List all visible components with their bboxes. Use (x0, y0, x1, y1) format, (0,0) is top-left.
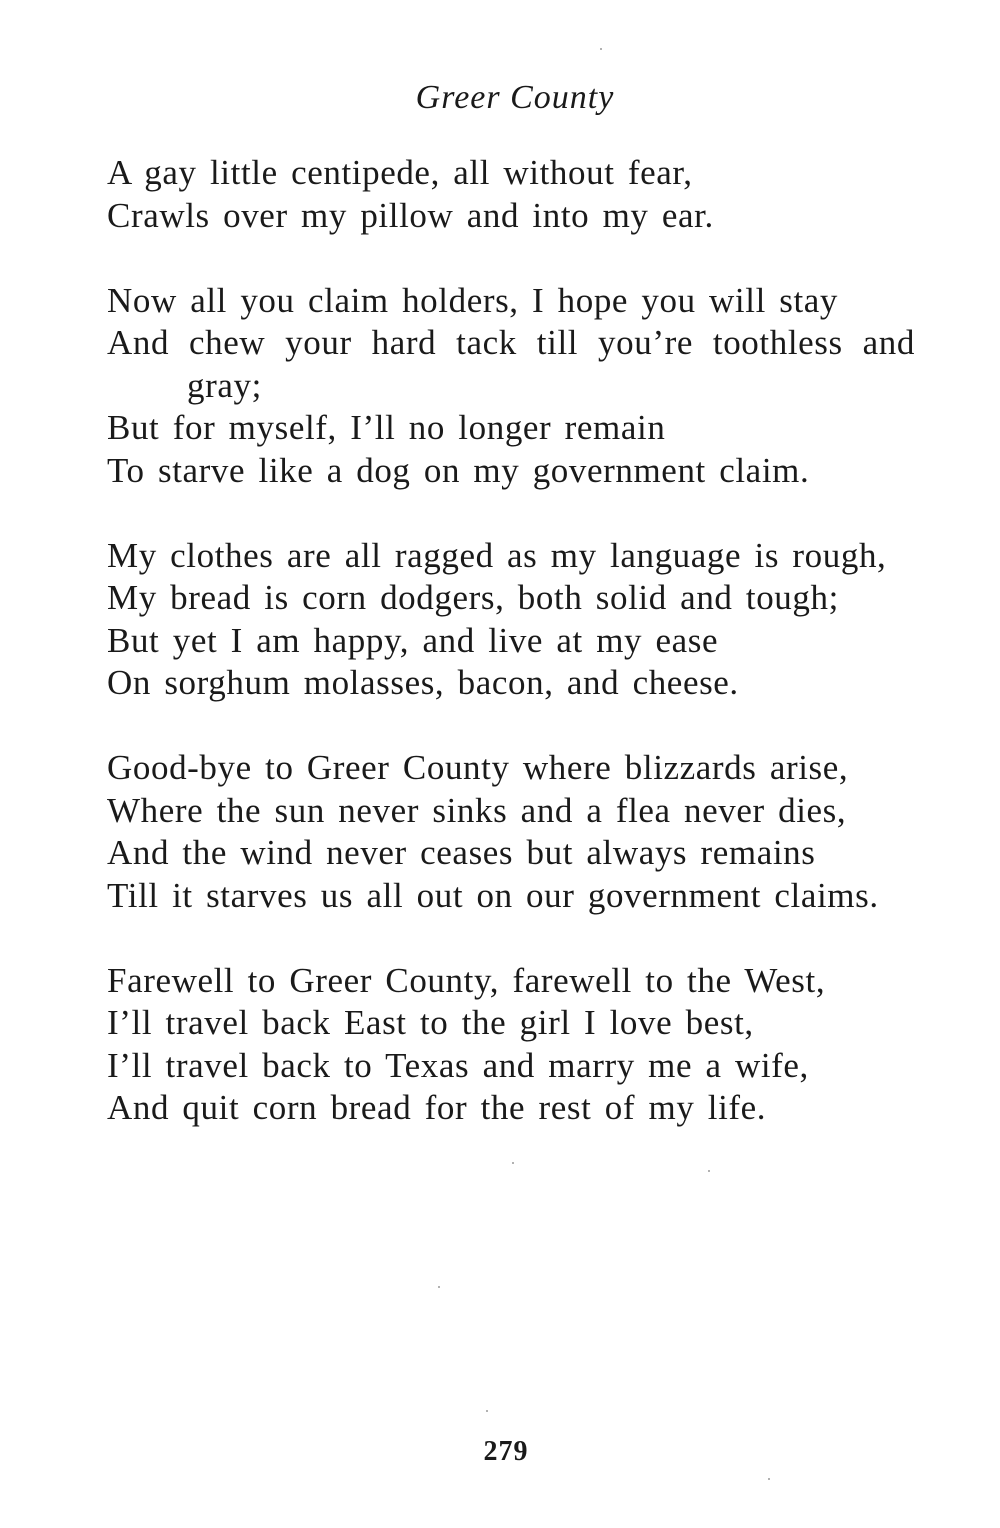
poem (107, 152, 947, 1172)
poem-line: A gay little centipede, all without fear, (107, 153, 693, 192)
stanza-4 (107, 747, 947, 917)
stanza-5 (107, 960, 947, 1130)
running-title: Greer County (415, 79, 615, 116)
stanza-3 (107, 535, 947, 705)
poem-line: I’ll travel back to Texas and marry me a wife, (107, 1045, 809, 1085)
stanza-2 (107, 280, 947, 493)
poem-line: But yet I am happy, and live at my ease (107, 620, 719, 660)
poem-line: On sorghum molasses, bacon, and cheese. (107, 663, 739, 702)
poem-line: Farewell to Greer County, farewell to the West, (107, 960, 826, 1000)
poem-line: And chew your hard tack till you’re toothless and (107, 323, 915, 362)
poem-line: And quit corn bread for the rest of my life. (107, 1088, 767, 1127)
print-speck (438, 1286, 440, 1288)
poem-line: To starve like a dog on my government claim. (107, 450, 810, 490)
print-speck (600, 48, 602, 50)
print-speck (486, 1410, 488, 1412)
poem-line: My clothes are all ragged as my language is rough, (107, 535, 887, 575)
print-speck (768, 1478, 770, 1480)
poem-line: But for myself, I’ll no longer remain (107, 408, 666, 447)
poem-line: Good-bye to Greer County where blizzards arise, (107, 748, 849, 787)
poem-line-continuation: gray; (187, 365, 262, 405)
poem-line: Till it starves us all out on our government claims. (107, 875, 879, 915)
poem-line: And the wind never ceases but always remains (107, 833, 816, 872)
poem-line: My bread is corn dodgers, both solid and tough; (107, 578, 839, 617)
page-number: 279 (483, 1436, 529, 1467)
poem-line: I’ll travel back East to the girl I love best, (107, 1003, 754, 1042)
print-speck (708, 1170, 710, 1172)
print-speck (512, 1162, 514, 1164)
poem-line: Where the sun never sinks and a flea never dies, (107, 790, 847, 830)
poem-line: Now all you claim holders, I hope you will stay (107, 280, 839, 320)
stanza-1 (107, 152, 947, 237)
poem-line: Crawls over my pillow and into my ear. (107, 195, 714, 235)
